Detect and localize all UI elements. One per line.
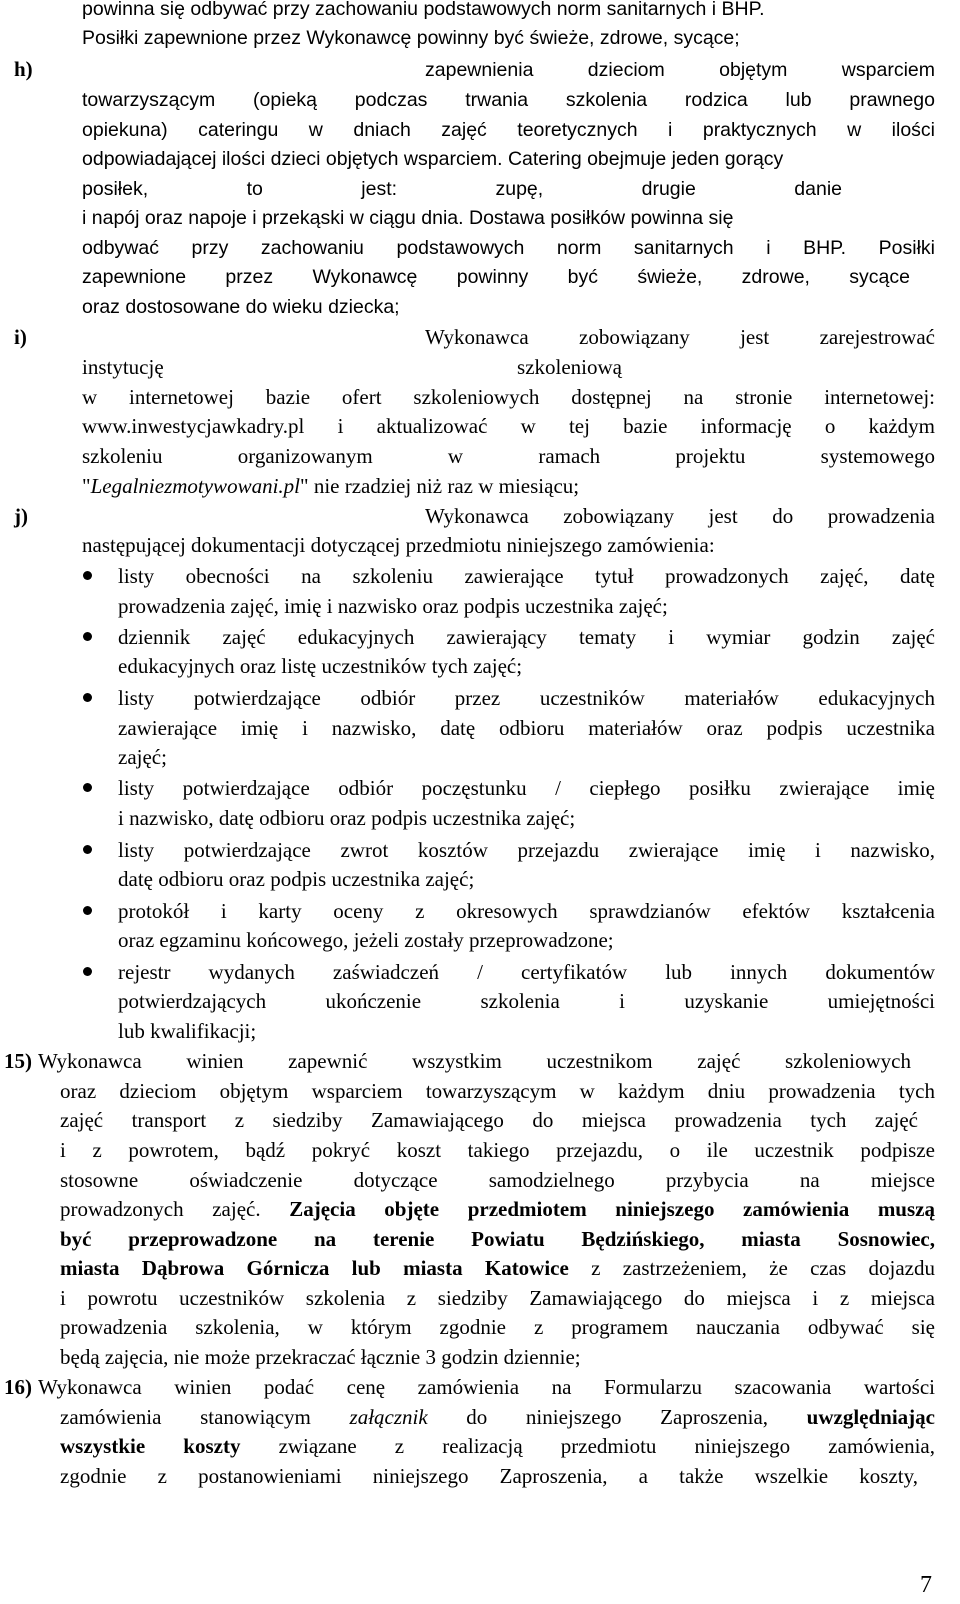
text-span: ": [82, 474, 91, 498]
text-line: Wykonawca winien zapewnić wszystkim uczestnikom zajęć szkoleniowych: [38, 1049, 911, 1073]
text-span: do niniejszego Zaproszenia,: [427, 1405, 807, 1429]
text-span: i napój oraz napoje i przekąski w ciągu dnia.: [82, 207, 464, 229]
bold-text: miasta Dąbrowa Górnicza lub miasta Katowice: [60, 1256, 569, 1280]
text-line: oraz dzieciom objętym wsparciem towarzyszącym w każdym dniu prowadzenia tych: [60, 1079, 935, 1103]
text-span: związane z realizacją przedmiotu niniejszego zamówienia,: [240, 1434, 936, 1458]
text-line: stosowne oświadczenie dotyczące samodzielnego przybycia na miejsce: [60, 1168, 935, 1192]
bullet-text: listy potwierdzające odbiór poczęstunku / ciepłego posiłku zwierające imię: [118, 776, 935, 800]
text-line: w internetowej bazie ofert szkoleniowych dostępnej na stronie internetowej:: [82, 385, 935, 409]
item-label-16: 16): [4, 1375, 32, 1399]
text-line: zajęć transport z siedziby Zamawiającego do miejsca prowadzenia tych zajęć: [60, 1108, 918, 1132]
text-line: prowadzenia szkolenia, w którym zgodnie z programem nauczania odbywać się: [60, 1315, 935, 1339]
text-line: instytucję szkoleniową: [82, 355, 622, 379]
bullet-icon: [83, 693, 92, 702]
text-span: prowadzonych zajęć.: [60, 1197, 290, 1221]
text-line: Wykonawca winien podać cenę zamówienia na Formularzu szacowania wartości: [38, 1375, 935, 1399]
bullet-icon: [83, 845, 92, 854]
text-line: www.inwestycjawkadry.pl i aktualizować w tej bazie informację o każdym: [82, 414, 935, 438]
bullet-text: edukacyjnych oraz listę uczestników tych zajęć;: [118, 654, 523, 678]
bullet-text: protokół i karty oceny z okresowych sprawdzianów efektów kształcenia: [118, 899, 935, 923]
text-line: [60, 1194, 935, 1224]
text-line: posiłek, to jest: zupę, drugie danie: [82, 178, 842, 200]
text-line: towarzyszącym (opieką podczas trwania szkolenia rodzica lub prawnego: [82, 89, 935, 111]
text-span: zamówienia stanowiącym: [60, 1405, 350, 1429]
text-line: zapewnione przez Wykonawcę powinny być świeże, zdrowe, sycące: [82, 266, 910, 288]
bullet-text: lub kwalifikacji;: [118, 1019, 257, 1043]
text-line: odbywać przy zachowaniu podstawowych norm sanitarnych i BHP. Posiłki: [82, 237, 935, 259]
bullet-text: zajęć;: [118, 745, 167, 769]
text-line: następującej dokumentacji dotyczącej przedmiotu niniejszego zamówienia:: [82, 533, 715, 557]
text-line: zgodnie z postanowieniami niniejszego Zaproszenia, a także wszelkie koszty,: [60, 1464, 918, 1488]
text-line: Wykonawca zobowiązany jest zarejestrować: [425, 325, 935, 349]
bold-text: Zajęcia objęte przedmiotem niniejszego zamówienia muszą: [289, 1197, 935, 1221]
text-line: powinna się odbywać przy zachowaniu podstawowych norm sanitarnych i BHP.: [82, 0, 765, 20]
bullet-text: i nazwisko, datę odbioru oraz podpis uczestnika zajęć;: [118, 806, 576, 830]
text-line: Wykonawca zobowiązany jest do prowadzenia: [425, 504, 935, 528]
text-span: Dostawa posiłków powinna się: [463, 207, 734, 229]
text-line: [82, 144, 935, 174]
item-label-j: j): [14, 504, 28, 528]
bullet-icon: [83, 632, 92, 641]
text-line: [60, 1253, 935, 1283]
text-span: odpowiadającej ilości dzieci objętych wsparciem.: [82, 148, 503, 170]
text-span: z zastrzeżeniem, że czas dojazdu: [568, 1256, 935, 1280]
text-line: zapewnienia dzieciom objętym wsparciem: [425, 59, 935, 81]
item-label-h: h): [14, 57, 33, 81]
bullet-icon: [83, 783, 92, 792]
bullet-icon: [83, 906, 92, 915]
text-line: [60, 1402, 935, 1432]
text-line: opiekuna) cateringu w dniach zajęć teoretycznych i praktycznych w ilości: [82, 119, 935, 141]
item-label-i: i): [14, 325, 27, 349]
text-span: Catering obejmuje jeden gorący: [502, 148, 784, 170]
text-line: szkoleniu organizowanym w ramach projektu systemowego: [82, 444, 935, 468]
bullet-text: listy potwierdzające zwrot kosztów przejazdu zwierające imię i nazwisko,: [118, 838, 935, 862]
bullet-icon: [83, 967, 92, 976]
text-line: [60, 1431, 935, 1461]
text-line: i z powrotem, bądź pokryć koszt takiego przejazdu, o ile uczestnik podpisze: [60, 1138, 935, 1162]
bullet-text: listy potwierdzające odbiór przez uczestników materiałów edukacyjnych: [118, 686, 935, 710]
text-line: będą zajęcia, nie może przekraczać łącznie 3 godzin dziennie;: [60, 1345, 581, 1369]
bold-text-line: być przeprowadzone na terenie Powiatu Będzińskiego, miasta Sosnowiec,: [60, 1227, 935, 1251]
bullet-text: prowadzenia zajęć, imię i nazwisko oraz podpis uczestnika zajęć;: [118, 594, 668, 618]
bullet-text: zawierające imię i nazwisko, datę odbioru materiałów oraz podpis uczestnika: [118, 716, 935, 740]
text-line: Posiłki zapewnione przez Wykonawcę powinny być świeże, zdrowe, sycące;: [82, 27, 740, 49]
bullet-text: potwierdzających ukończenie szkolenia i uzyskanie umiejętności: [118, 989, 935, 1013]
bold-text: wszystkie koszty: [60, 1434, 241, 1458]
bullet-text: oraz egzaminu końcowego, jeżeli zostały przeprowadzone;: [118, 928, 614, 952]
italic-text: Legalniezmotywowani.pl: [90, 474, 300, 498]
text-line: [82, 203, 935, 233]
text-span: " nie rzadziej niż raz w miesiącu;: [300, 474, 580, 498]
bullet-text: rejestr wydanych zaświadczeń / certyfikatów lub innych dokumentów: [118, 960, 935, 984]
bullet-text: datę odbioru oraz podpis uczestnika zajęć;: [118, 867, 475, 891]
italic-text: załącznik: [349, 1405, 428, 1429]
bullet-icon: [83, 571, 92, 580]
text-line: i powrotu uczestników szkolenia z siedziby Zamawiającego do miejsca i z miejsca: [60, 1286, 935, 1310]
text-line: [82, 471, 579, 501]
bullet-text: listy obecności na szkoleniu zawierające tytuł prowadzonych zajęć, datę: [118, 564, 935, 588]
text-line: oraz dostosowane do wieku dziecka;: [82, 296, 400, 318]
page-number: 7: [920, 1572, 932, 1598]
bold-text: uwzględniając: [806, 1405, 935, 1429]
bullet-text: dziennik zajęć edukacyjnych zawierający tematy i wymiar godzin zajęć: [118, 625, 935, 649]
item-label-15: 15): [4, 1049, 32, 1073]
